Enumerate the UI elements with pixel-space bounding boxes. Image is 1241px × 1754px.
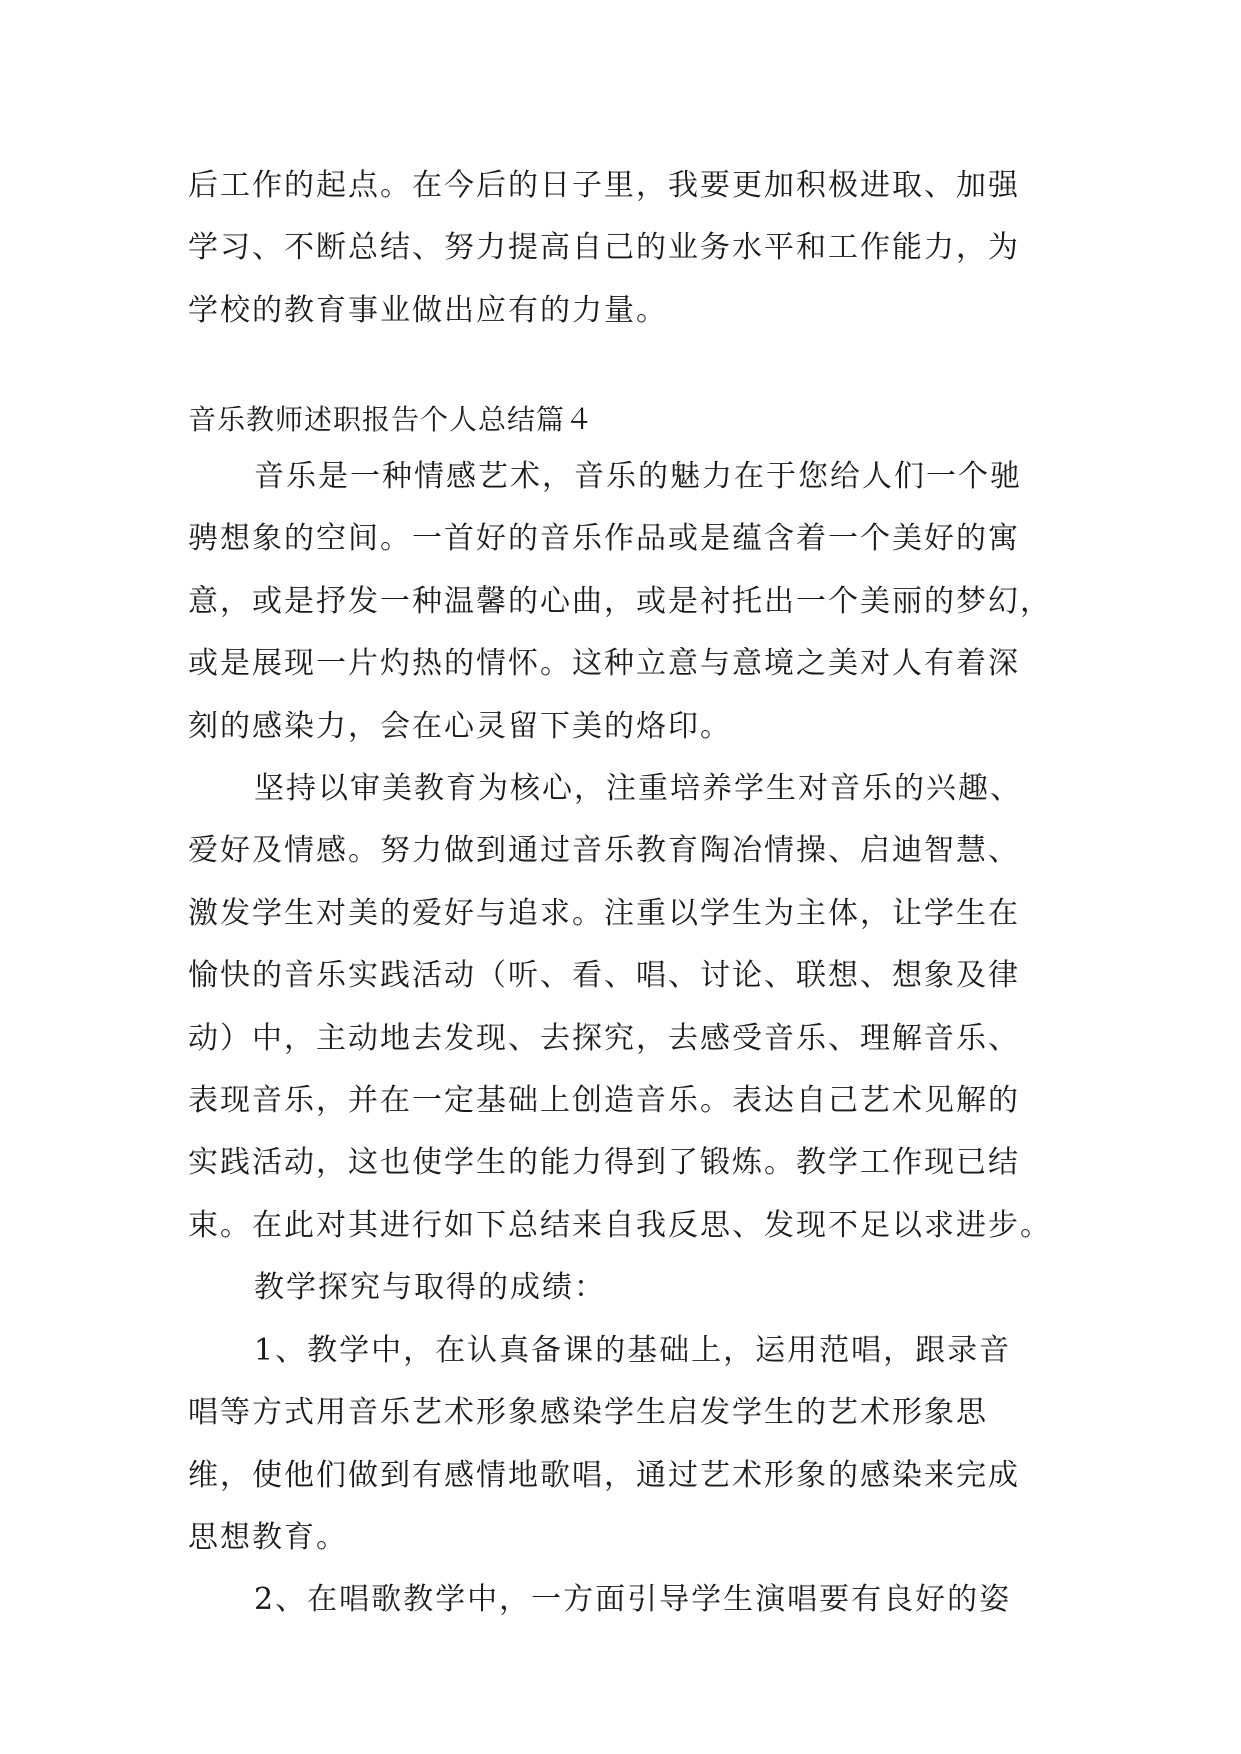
- paragraph-first-line: 教学探究与取得的成绩：: [254, 1270, 606, 1306]
- text-line: 表现音乐，并在一定基础上创造音乐。表达自己艺术见解的: [188, 1083, 1020, 1119]
- previous-section-ending: [188, 155, 1058, 342]
- paragraph-first-line: 1、教学中，在认真备课的基础上，运用范唱，跟录音: [254, 1332, 1012, 1368]
- text-line: 刻的感染力，会在心灵留下美的烙印。: [188, 708, 732, 744]
- text-line: 骋想象的空间。一首好的音乐作品或是蕴含着一个美好的寓: [188, 521, 1020, 557]
- text-line: 愉快的音乐实践活动（听、看、唱、讨论、联想、想象及律: [188, 958, 1020, 994]
- paragraph-first-line: 坚持以审美教育为核心，注重培养学生对音乐的兴趣、: [254, 771, 1022, 807]
- text-line: 维，使他们做到有感情地歌唱，通过艺术形象的感染来完成: [188, 1457, 1020, 1493]
- text-line: 爱好及情感。努力做到通过音乐教育陶冶情操、启迪智慧、: [188, 833, 1020, 869]
- text-line: 思想教育。: [188, 1519, 348, 1555]
- text-line: 实践活动，这也使学生的能力得到了锻炼。教学工作现已结: [188, 1145, 1020, 1181]
- paragraph-first-line: 2、在唱歌教学中，一方面引导学生演唱要有良好的姿: [254, 1582, 1012, 1618]
- text-line: 学校的教育事业做出应有的力量。: [188, 292, 668, 328]
- text-line: 束。在此对其进行如下总结来自我反思、发现不足以求进步。: [188, 1207, 1052, 1243]
- text-line: 动）中，主动地去发现、去探究，去感受音乐、理解音乐、: [188, 1020, 1020, 1056]
- section-title: 音乐教师述职报告个人总结篇４: [188, 403, 595, 436]
- text-line: 或是展现一片灼热的情怀。这种立意与意境之美对人有着深: [188, 646, 1020, 682]
- paragraph-first-line: 音乐是一种情感艺术，音乐的魅力在于您给人们一个驰: [254, 459, 1022, 494]
- section-body: [188, 446, 1058, 1632]
- text-line: 唱等方式用音乐艺术形象感染学生启发学生的艺术形象思: [188, 1395, 988, 1431]
- text-line: 意，或是抒发一种温馨的心曲，或是衬托出一个美丽的梦幻，: [188, 583, 1052, 619]
- text-line: 学习、不断总结、努力提高自己的业务水平和工作能力，为: [188, 230, 1020, 266]
- text-line: 后工作的起点。在今后的日子里，我要更加积极进取、加强: [188, 168, 1020, 203]
- text-line: 激发学生对美的爱好与追求。注重以学生为主体，让学生在: [188, 895, 1020, 931]
